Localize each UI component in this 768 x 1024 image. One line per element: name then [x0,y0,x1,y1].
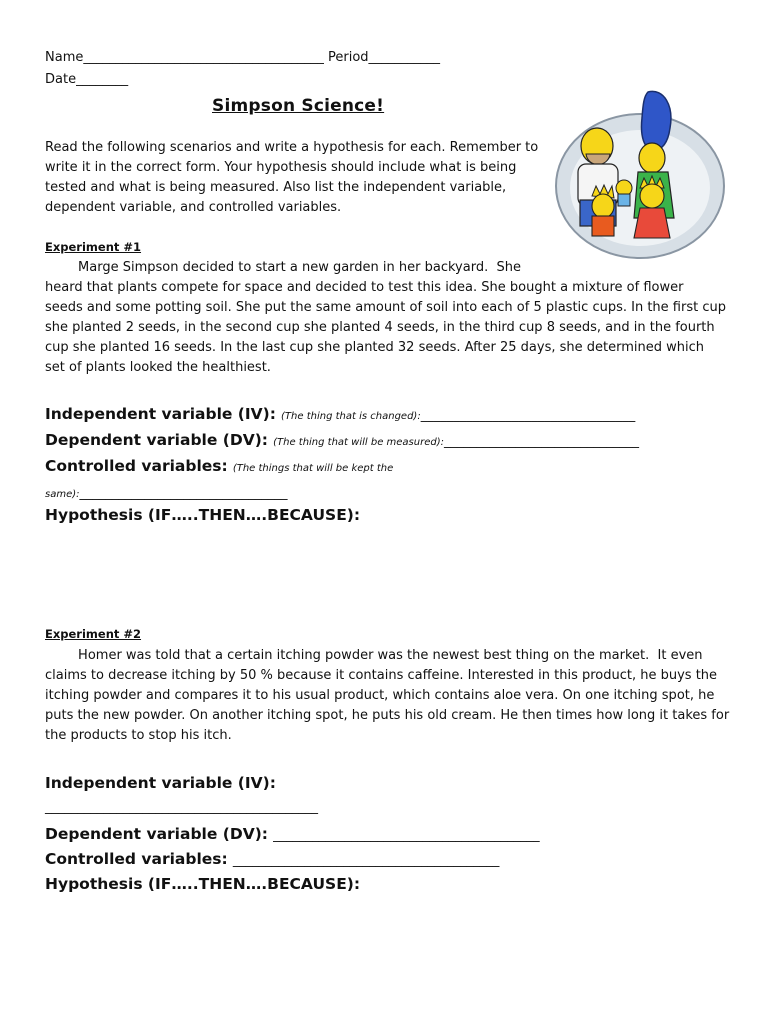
instructions-line: dependent variable, and controlled variables. [45,200,342,215]
exp2-hypothesis-label: Hypothesis (IF…..THEN….BECAUSE): [45,875,361,893]
name-period-line[interactable]: Name_____________________________________ Period___________ [45,50,441,65]
scenario-line: seeds and some potting soil. She put the same amount of soil into each of 5 plastic cups. In the first cup [45,300,726,315]
cv-label: Controlled variables: [45,850,228,868]
scenario-line: cup she planted 16 seeds. In the last cup she planted 32 seeds. After 25 days, she determined which [45,340,704,355]
dv-answer-blank[interactable]: ______________________________ [443,434,639,449]
cv-hint-continued: same): [45,489,80,500]
exp2-iv-label: Independent variable (IV): [45,774,276,792]
instructions-line: Read the following scenarios and write a hypothesis for each. Remember to [45,140,539,155]
cv-hint: (The things that will be kept the [232,463,394,474]
dv-label: Dependent variable (DV): [45,825,268,843]
dv-label: Dependent variable (DV): [45,431,268,449]
exp1-cv-row-2 [45,482,288,501]
scenario-line: she planted 2 seeds, in the second cup she planted 4 seeds, in the third cup 8 seeds, and in the fourth [45,320,715,335]
iv-answer-blank[interactable]: _________________________________ [420,408,636,423]
instructions-line: write it in the correct form. Your hypothesis should include what is being [45,160,517,175]
cv-answer-blank[interactable]: ________________________________ [79,486,288,501]
iv-label: Independent variable (IV): [45,405,276,423]
instructions-line: tested and what is being measured. Also list the independent variable, [45,180,507,195]
exp1-dv-row [45,430,639,449]
cv-label: Controlled variables: [45,457,228,475]
exp2-dv-row [45,824,540,843]
dv-answer-blank[interactable]: _________________________________________ [273,828,540,843]
scenario-line: Homer was told that a certain itching powder was the newest best thing on the market. It even [45,648,703,663]
exp2-iv-answer-blank[interactable]: __________________________________________ [45,800,318,815]
exp1-cv-row [45,456,393,475]
exp1-hypothesis-label: Hypothesis (IF…..THEN….BECAUSE): [45,506,361,524]
instructions-paragraph [45,138,538,218]
cv-answer-blank[interactable]: _________________________________________ [232,853,500,868]
scenario-line: claims to decrease itching by 50 % because it contains caffeine. Interested in this product, he buys the [45,668,718,683]
scenario-line: heard that plants compete for space and decided to test this idea. She bought a mixture of flower [45,280,684,295]
experiment-1-heading: Experiment #1 [45,240,142,254]
exp2-cv-row [45,849,499,868]
scenario-line: puts the new powder. On another itching spot, he puts his old cream. He then times how long it takes for [45,708,730,723]
scenario-line: set of plants looked the healthiest. [45,360,271,375]
exp1-iv-row [45,404,635,423]
scenario-line: the products to stop his itch. [45,728,232,743]
experiment-1-scenario [45,258,726,378]
iv-hint: (The thing that is changed): [281,411,421,422]
scenario-line: itching powder and compares it to his usual product, which contains aloe vera. On one itching spot, he [45,688,715,703]
experiment-2-heading: Experiment #2 [45,627,142,641]
date-line[interactable]: Date________ [45,72,129,87]
simpsons-family-image [552,88,732,263]
scenario-line: Marge Simpson decided to start a new garden in her backyard. She [45,260,521,275]
experiment-2-scenario [45,646,729,746]
dv-hint: (The thing that will be measured): [273,437,444,448]
page-title: Simpson Science! [212,96,385,116]
